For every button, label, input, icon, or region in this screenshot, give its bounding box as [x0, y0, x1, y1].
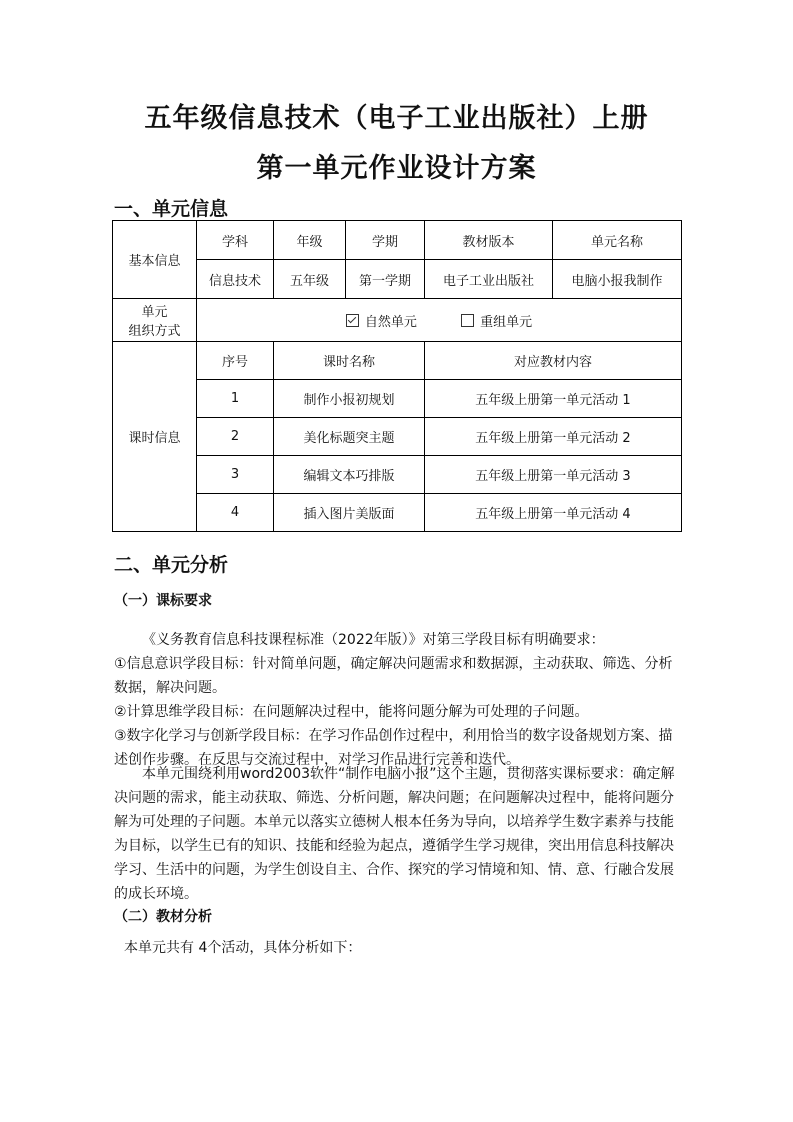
option-natural-unit[interactable] — [346, 311, 417, 330]
curriculum-requirements — [114, 628, 682, 772]
section-heading-unit-analysis: 二、单元分析 — [114, 554, 229, 576]
lesson-no: 3 — [197, 456, 274, 494]
table-row — [113, 456, 682, 494]
lesson-name: 美化标题突主题 — [274, 418, 425, 456]
subheading-material: （二）教材分析 — [114, 909, 212, 925]
lesson-content: 五年级上册第一单元活动 4 — [425, 494, 682, 532]
org-options — [197, 299, 682, 342]
lesson-info-label: 课时信息 — [113, 342, 197, 532]
lesson-content: 五年级上册第一单元活动 3 — [425, 456, 682, 494]
standard-item-3: ③数字化学习与创新学段目标：在学习作品创作过程中，利用恰当的数字设备规划方案、描述创作步骤。在反思与交流过程中，对学习作品进行完善和迭代。 — [114, 728, 673, 768]
value-edition: 电子工业出版社 — [425, 260, 553, 299]
table-row — [113, 418, 682, 456]
header-unit-name: 单元名称 — [553, 221, 682, 260]
lesson-no: 2 — [197, 418, 274, 456]
lesson-header-name: 课时名称 — [274, 342, 425, 380]
standard-intro: 《义务教育信息科技课程标准（2022年版）》对第三学段目标有明确要求： — [142, 632, 605, 648]
header-grade: 年级 — [274, 221, 346, 260]
lesson-header-content: 对应教材内容 — [425, 342, 682, 380]
standard-item-1: ①信息意识学段目标：针对简单问题，确定解决问题需求和数据源，主动获取、筛选、分析数据，解决问题。 — [114, 656, 673, 696]
unit-paragraph: 本单元围绕利用word2003软件“制作电脑小报”这个主题，贯彻落实课标要求：确定解决问题的需求，能主动获取、筛选、分析问题，解决问题；在问题解决过程中，能将问题分解为可处理的子问题。本单元以落实立德树人根本任务为导向，以培养学生数字素养与技能为目标，以学生已有的知识、技能和经验为起点，遵循学生学习规律，突出用信息科技解决学习、生活中的问题，为学生创设自主、合作、探究的学习情境和知、情、意、行融合发展的成长环境。 — [114, 766, 675, 902]
lesson-no: 1 — [197, 380, 274, 418]
value-term: 第一学期 — [346, 260, 425, 299]
org-label — [113, 299, 197, 342]
value-grade: 五年级 — [274, 260, 346, 299]
unchecked-checkbox-icon[interactable] — [461, 314, 474, 327]
lesson-name: 制作小报初规划 — [274, 380, 425, 418]
lesson-name: 编辑文本巧排版 — [274, 456, 425, 494]
table-row — [113, 494, 682, 532]
section-heading-unit-info: 一、单元信息 — [114, 198, 229, 220]
standard-item-2: ②计算思维学段目标：在问题解决过程中，能将问题分解为可处理的子问题。 — [114, 704, 589, 720]
document-title-line2: 第一单元作业设计方案 — [256, 153, 537, 184]
document-title-line1: 五年级信息技术（电子工业出版社）上册 — [144, 103, 649, 134]
unit-description — [114, 762, 682, 906]
lesson-content: 五年级上册第一单元活动 1 — [425, 380, 682, 418]
unit-info-table — [112, 220, 682, 532]
table-row — [113, 380, 682, 418]
checked-checkbox-icon[interactable] — [346, 314, 359, 327]
option-regrouped-unit[interactable] — [461, 311, 532, 330]
value-subject: 信息技术 — [197, 260, 274, 299]
lesson-content: 五年级上册第一单元活动 2 — [425, 418, 682, 456]
header-term: 学期 — [346, 221, 425, 260]
material-text: 本单元共有 4个活动，具体分析如下： — [124, 940, 362, 956]
header-subject: 学科 — [197, 221, 274, 260]
header-edition: 教材版本 — [425, 221, 553, 260]
option-regrouped-unit-label: 重组单元 — [480, 314, 533, 330]
subheading-curriculum: （一）课标要求 — [114, 593, 212, 609]
lesson-header-no: 序号 — [197, 342, 274, 380]
lesson-name: 插入图片美版面 — [274, 494, 425, 532]
value-unit-name: 电脑小报我制作 — [553, 260, 682, 299]
org-label-line2: 组织方式 — [128, 324, 181, 339]
basic-info-label: 基本信息 — [113, 221, 197, 299]
option-natural-unit-label: 自然单元 — [364, 314, 417, 330]
material-analysis — [124, 936, 682, 960]
org-label-line1: 单元 — [141, 305, 168, 320]
lesson-no: 4 — [197, 494, 274, 532]
